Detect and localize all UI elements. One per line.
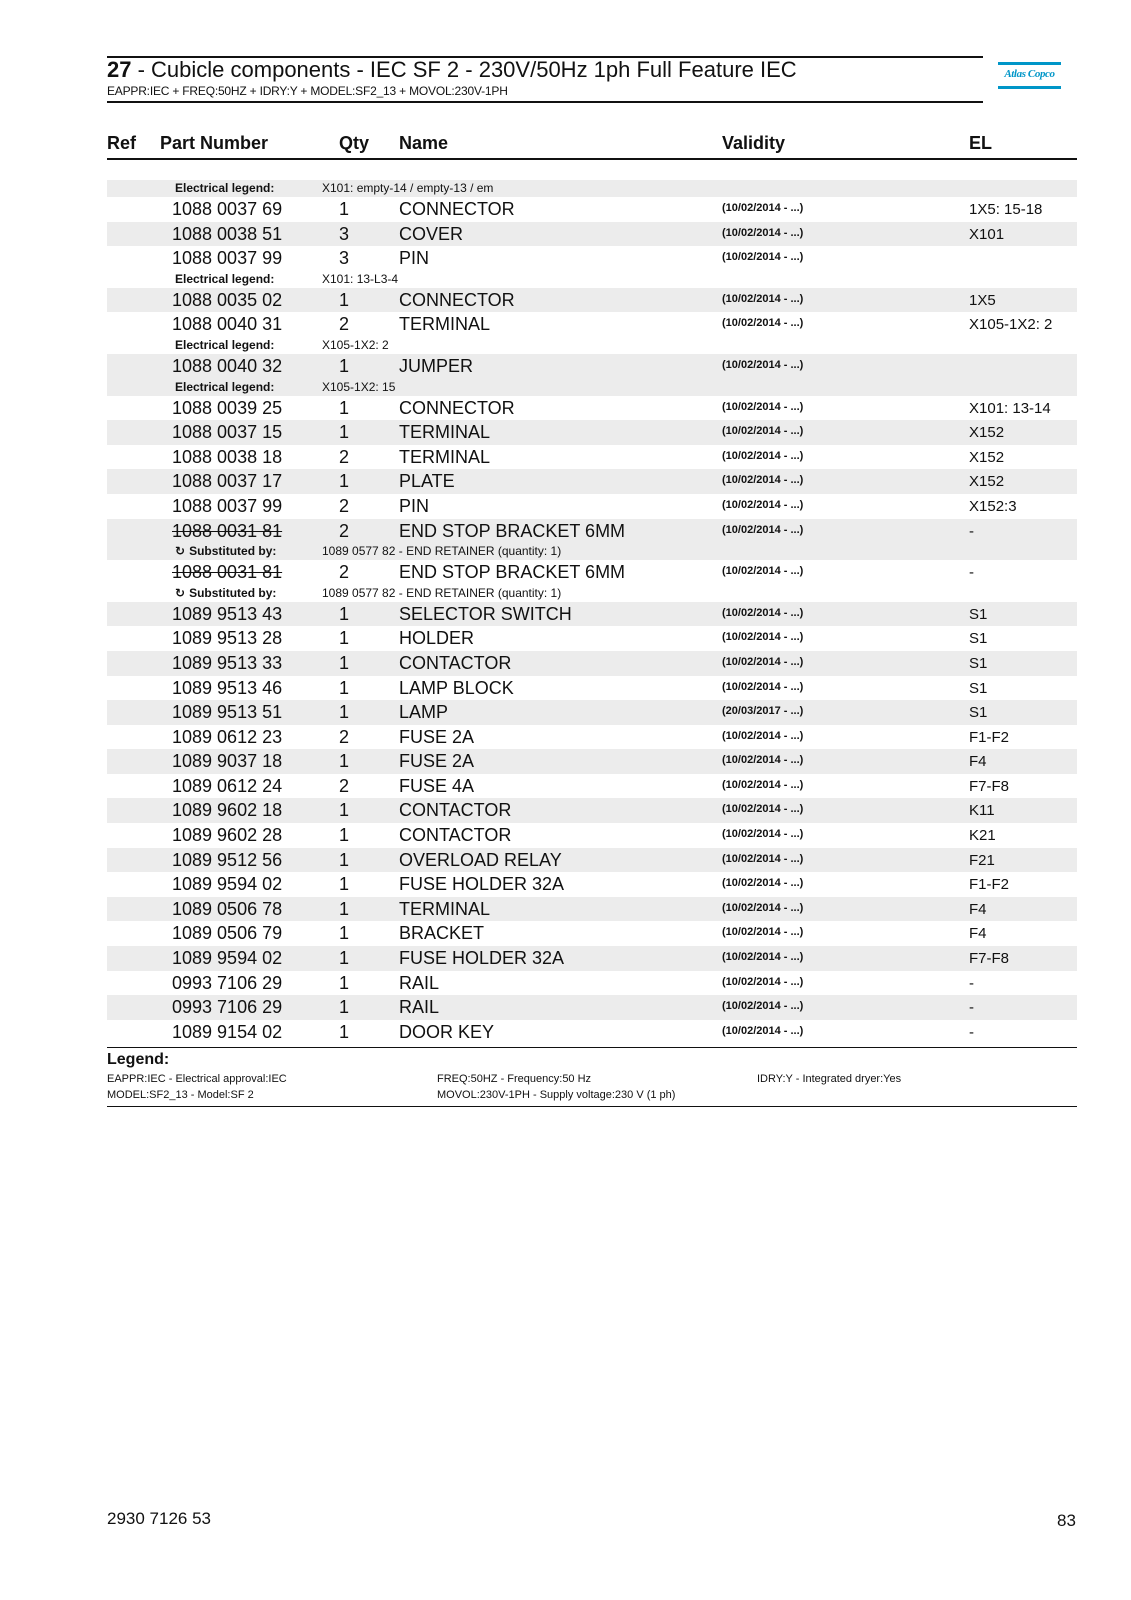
table-row: [107, 749, 1077, 774]
table-subrow: [107, 271, 1077, 288]
table-subrow: [107, 180, 1077, 197]
subrow-value: 1089 0577 82 - END RETAINER (quantity: 1): [322, 585, 562, 600]
part-number: 1089 9594 02: [172, 874, 283, 895]
part-number: 1089 0612 24: [172, 775, 283, 796]
electrical-legend: S1: [969, 654, 988, 672]
quantity: 1: [339, 923, 350, 944]
quantity: 1: [339, 289, 350, 310]
quantity: 1: [339, 422, 350, 443]
electrical-legend: X105-1X2: 2: [969, 316, 1053, 334]
part-number: 1088 0037 99: [172, 248, 283, 269]
electrical-legend-label: [175, 338, 274, 352]
part-number: 1089 9602 18: [172, 800, 283, 821]
part-number: 0993 7106 29: [172, 972, 283, 993]
electrical-legend: F1-F2: [969, 876, 1010, 894]
electrical-legend: S1: [969, 605, 988, 623]
quantity: 1: [339, 874, 350, 895]
subrow-value: X105-1X2: 15: [322, 379, 396, 394]
table-row: [107, 725, 1077, 750]
quantity: 2: [339, 314, 350, 335]
electrical-legend: -: [969, 1023, 974, 1041]
part-name: RAIL: [399, 997, 440, 1018]
electrical-legend: F7-F8: [969, 950, 1010, 968]
table-subrow: [107, 379, 1077, 396]
table-header: [107, 130, 1077, 160]
table-subrow: [107, 337, 1077, 354]
column-ref: Ref: [107, 133, 137, 153]
quantity: 2: [339, 775, 350, 796]
parts-table: [107, 180, 1077, 1044]
column-qty: Qty: [339, 133, 370, 153]
validity: (10/02/2014 - ...): [722, 729, 804, 742]
quantity: 1: [339, 628, 350, 649]
electrical-legend: -: [969, 522, 974, 540]
electrical-legend: X152: [969, 473, 1005, 491]
validity: (10/02/2014 - ...): [722, 226, 804, 239]
quantity: 1: [339, 849, 350, 870]
logo-text: Atlas Copco: [1004, 68, 1055, 80]
electrical-legend: F4: [969, 753, 987, 771]
part-name: PLATE: [399, 471, 455, 492]
validity: (10/02/2014 - ...): [722, 292, 804, 305]
part-name: FUSE HOLDER 32A: [399, 948, 565, 969]
table-row: [107, 445, 1077, 470]
part-number: 1088 0038 51: [172, 223, 283, 244]
header-bottom-rule: [107, 101, 983, 103]
validity: (10/02/2014 - ...): [722, 680, 804, 693]
part-name: LAMP BLOCK: [399, 677, 514, 698]
table-row: [107, 626, 1077, 651]
table-subrow: [107, 585, 1077, 602]
table-row: [107, 798, 1077, 823]
substituted-by-label: [175, 586, 276, 600]
validity: (10/02/2014 - ...): [722, 778, 804, 791]
electrical-legend: X101: [969, 225, 1005, 243]
legend-item: MODEL:SF2_13 - Model:SF 2: [107, 1089, 254, 1101]
validity: (10/02/2014 - ...): [722, 877, 804, 890]
part-number: 1089 9513 51: [172, 702, 283, 723]
validity: (10/02/2014 - ...): [722, 251, 804, 264]
table-row: [107, 676, 1077, 701]
part-name: CONNECTOR: [399, 397, 515, 418]
page-title: [107, 57, 797, 83]
section-title: - Cubicle components - IEC SF 2 - 230V/50Hz 1ph Full Feature IEC: [131, 57, 797, 82]
refresh-icon: ↻: [175, 544, 186, 559]
table-row: [107, 995, 1077, 1020]
part-number: 1088 0040 31: [172, 314, 283, 335]
electrical-legend: S1: [969, 630, 988, 648]
validity: (10/02/2014 - ...): [722, 425, 804, 438]
table-row: [107, 971, 1077, 996]
part-number: 1088 0038 18: [172, 446, 283, 467]
subrow-label-text: Electrical legend:: [175, 271, 275, 286]
table-row: [107, 354, 1077, 379]
part-name: CONNECTOR: [399, 289, 515, 310]
table-row: [107, 312, 1077, 337]
part-number: 1088 0037 69: [172, 199, 283, 219]
validity: (10/02/2014 - ...): [722, 202, 804, 214]
refresh-icon: ↻: [175, 585, 186, 600]
table-subrow: [107, 543, 1077, 560]
quantity: 1: [339, 972, 350, 993]
table-row: [107, 946, 1077, 971]
subrow-value: X101: 13-L3-4: [322, 271, 399, 286]
quantity: 3: [339, 223, 350, 244]
part-number: 1089 9154 02: [172, 1021, 283, 1042]
part-number: 1088 0035 02: [172, 289, 283, 310]
part-name: TERMINAL: [399, 422, 491, 443]
column-el: EL: [969, 133, 993, 153]
part-number: 1089 0506 78: [172, 898, 283, 919]
legend-item: FREQ:50HZ - Frequency:50 Hz: [437, 1073, 592, 1085]
part-name: END STOP BRACKET 6MM: [399, 562, 626, 583]
electrical-legend-label: [175, 181, 274, 195]
validity: (10/02/2014 - ...): [722, 828, 804, 841]
part-name: OVERLOAD RELAY: [399, 849, 562, 870]
part-number: 1089 9602 28: [172, 825, 283, 846]
part-name: TERMINAL: [399, 446, 491, 467]
validity: (10/02/2014 - ...): [722, 951, 804, 964]
part-number: 1088 0037 15: [172, 422, 283, 443]
part-number: 1088 0037 17: [172, 471, 283, 492]
quantity: 1: [339, 997, 350, 1018]
table-row: [107, 700, 1077, 725]
subrow-label-text: Electrical legend:: [175, 181, 275, 195]
subrow-label-text: Substituted by:: [189, 585, 277, 600]
electrical-legend: 1X5: [969, 291, 996, 309]
electrical-legend-label: [175, 272, 274, 286]
validity: (10/02/2014 - ...): [722, 449, 804, 462]
table-row: [107, 921, 1077, 946]
electrical-legend: S1: [969, 704, 988, 722]
part-name: END STOP BRACKET 6MM: [399, 520, 626, 541]
table-row: [107, 420, 1077, 445]
table-row: [107, 396, 1077, 421]
column-name: Name: [399, 133, 449, 153]
part-number: 1089 0506 79: [172, 923, 283, 944]
quantity: 2: [339, 446, 350, 467]
quantity: 3: [339, 248, 350, 269]
part-name: CONTACTOR: [399, 825, 512, 846]
validity: (10/02/2014 - ...): [722, 400, 804, 413]
validity: (10/02/2014 - ...): [722, 606, 804, 619]
table-row: [107, 469, 1077, 494]
validity: (10/02/2014 - ...): [722, 631, 804, 644]
subrow-value: 1089 0577 82 - END RETAINER (quantity: 1): [322, 544, 562, 559]
quantity: 2: [339, 520, 350, 541]
electrical-legend: F7-F8: [969, 777, 1010, 795]
validity: (10/02/2014 - ...): [722, 901, 804, 914]
part-number: 1088 0040 32: [172, 355, 283, 376]
quantity: 1: [339, 652, 350, 673]
table-row: [107, 494, 1077, 519]
part-name: CONNECTOR: [399, 199, 515, 219]
substituted-by-label: [175, 544, 276, 558]
validity: (20/03/2017 - ...): [722, 705, 804, 718]
part-name: PIN: [399, 248, 430, 269]
table-row: [107, 560, 1077, 585]
subrow-value: X105-1X2: 2: [322, 337, 389, 352]
part-name: DOOR KEY: [399, 1021, 495, 1042]
logo-bottom-bar: [998, 86, 1061, 89]
quantity: 1: [339, 898, 350, 919]
part-number: 1089 9513 28: [172, 628, 283, 649]
table-row: [107, 1020, 1077, 1045]
electrical-legend: F21: [969, 851, 995, 869]
electrical-legend: F1-F2: [969, 728, 1010, 746]
part-number: 1088 0037 99: [172, 495, 283, 516]
quantity: 1: [339, 677, 350, 698]
quantity: 1: [339, 948, 350, 969]
legend: [107, 1047, 1077, 1107]
electrical-legend: K11: [969, 802, 995, 820]
part-number: 0993 7106 29: [172, 997, 283, 1018]
table-row: [107, 519, 1077, 544]
validity: (10/02/2014 - ...): [722, 1000, 804, 1013]
quantity: 1: [339, 702, 350, 723]
subrow-label-text: Electrical legend:: [175, 379, 275, 394]
electrical-legend: X152: [969, 424, 1005, 442]
electrical-legend: -: [969, 974, 974, 992]
electrical-legend: X101: 13-14: [969, 399, 1051, 417]
table-row: [107, 602, 1077, 627]
electrical-legend: S1: [969, 679, 988, 697]
quantity: 2: [339, 562, 350, 583]
part-name: FUSE HOLDER 32A: [399, 874, 565, 895]
part-number: 1089 9513 33: [172, 652, 283, 673]
validity: (10/02/2014 - ...): [722, 754, 804, 767]
electrical-legend: -: [969, 564, 974, 582]
quantity: 1: [339, 800, 350, 821]
electrical-legend: F4: [969, 900, 987, 918]
table-row: [107, 222, 1077, 247]
section-number: 27: [107, 57, 132, 82]
part-name: PIN: [399, 495, 430, 516]
part-number: 1088 0031 81: [172, 520, 283, 541]
validity: (10/02/2014 - ...): [722, 852, 804, 865]
subrow-label-text: Substituted by:: [189, 544, 277, 559]
quantity: 1: [339, 1021, 350, 1042]
part-name: CONTACTOR: [399, 652, 512, 673]
validity: (10/02/2014 - ...): [722, 474, 804, 487]
part-number: 1088 0039 25: [172, 397, 283, 418]
part-name: RAIL: [399, 972, 440, 993]
part-name: SELECTOR SWITCH: [399, 603, 572, 624]
validity: (10/02/2014 - ...): [722, 523, 804, 536]
part-name: BRACKET: [399, 923, 485, 944]
electrical-legend: -: [969, 999, 974, 1017]
subrow-value: X101: empty-14 / empty-13 / em: [322, 181, 494, 195]
electrical-legend-label: [175, 380, 274, 394]
validity: (10/02/2014 - ...): [722, 975, 804, 988]
validity: (10/02/2014 - ...): [722, 317, 804, 330]
validity: (10/02/2014 - ...): [722, 803, 804, 816]
column-part-number: Part Number: [160, 133, 269, 153]
table-row: [107, 246, 1077, 271]
part-number: 1089 9594 02: [172, 948, 283, 969]
part-name: FUSE 2A: [399, 751, 475, 772]
configuration-code: EAPPR:IEC + FREQ:50HZ + IDRY:Y + MODEL:SF2_13 + MOVOL:230V-1PH: [107, 84, 508, 98]
legend-item: MOVOL:230V-1PH - Supply voltage:230 V (1 ph): [437, 1089, 676, 1101]
table-row: [107, 848, 1077, 873]
quantity: 1: [339, 603, 350, 624]
part-name: COVER: [399, 223, 464, 244]
part-name: TERMINAL: [399, 314, 491, 335]
part-name: JUMPER: [399, 355, 474, 376]
electrical-legend: X152:3: [969, 497, 1017, 515]
part-number: 1089 9513 46: [172, 677, 283, 698]
quantity: 2: [339, 726, 350, 747]
legend-item: IDRY:Y - Integrated dryer:Yes: [757, 1073, 902, 1085]
quantity: 1: [339, 751, 350, 772]
part-name: CONTACTOR: [399, 800, 512, 821]
column-validity: Validity: [722, 133, 786, 153]
validity: (10/02/2014 - ...): [722, 926, 804, 939]
part-number: 1089 0612 23: [172, 726, 283, 747]
validity: (10/02/2014 - ...): [722, 358, 804, 371]
electrical-legend: 1X5: 15-18: [969, 201, 1043, 218]
validity: (10/02/2014 - ...): [722, 1024, 804, 1037]
atlas-copco-logo: [998, 62, 1061, 93]
quantity: 1: [339, 397, 350, 418]
table-row: [107, 897, 1077, 922]
table-row: [107, 774, 1077, 799]
part-number: 1089 9512 56: [172, 849, 283, 870]
electrical-legend: K21: [969, 827, 996, 845]
logo-top-bar: [998, 62, 1061, 65]
validity: (10/02/2014 - ...): [722, 565, 804, 578]
part-name: LAMP: [399, 702, 449, 723]
validity: (10/02/2014 - ...): [722, 655, 804, 668]
table-row: [107, 872, 1077, 897]
table-row: [107, 288, 1077, 313]
table-row: [107, 651, 1077, 676]
quantity: 2: [339, 495, 350, 516]
legend-item: EAPPR:IEC - Electrical approval:IEC: [107, 1073, 287, 1085]
document-number: 2930 7126 53: [107, 1509, 211, 1528]
subrow-label-text: Electrical legend:: [175, 337, 275, 352]
part-name: FUSE 4A: [399, 775, 475, 796]
part-number: 1089 9037 18: [172, 751, 283, 772]
validity: (10/02/2014 - ...): [722, 498, 804, 511]
quantity: 1: [339, 471, 350, 492]
legend-title: Legend:: [107, 1051, 170, 1068]
quantity: 1: [339, 825, 350, 846]
table-row: [107, 823, 1077, 848]
part-name: HOLDER: [399, 628, 475, 649]
electrical-legend: F4: [969, 925, 987, 943]
part-number: 1089 9513 43: [172, 603, 283, 624]
electrical-legend: X152: [969, 448, 1005, 466]
part-name: TERMINAL: [399, 898, 491, 919]
quantity: 1: [339, 199, 350, 219]
part-number: 1088 0031 81: [172, 562, 283, 583]
page-number: 83: [1057, 1511, 1076, 1530]
table-row: [107, 197, 1077, 222]
part-name: FUSE 2A: [399, 726, 475, 747]
quantity: 1: [339, 355, 350, 376]
